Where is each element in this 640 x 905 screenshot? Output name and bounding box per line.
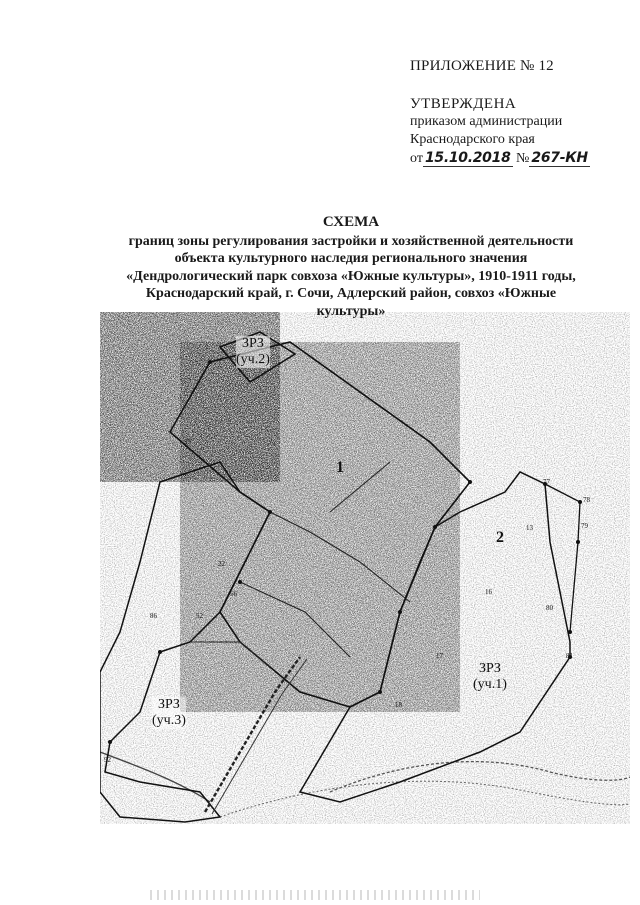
point-label: 79 <box>581 522 588 530</box>
point-label: 16 <box>485 588 492 596</box>
point-label: 13 <box>526 524 533 532</box>
area-number: 2 <box>496 529 504 546</box>
zone-3-sub: (уч.3) <box>152 713 186 728</box>
order-number-prefix: № <box>516 151 530 166</box>
point-label: 92 <box>104 756 111 764</box>
document-title <box>96 214 606 320</box>
point-label: 17 <box>436 652 443 660</box>
point-label: 78 <box>583 496 590 504</box>
title-line-1: границ зоны регулирования застройки и хозяйственной деятельности <box>128 233 574 249</box>
approved-heading: УТВЕРЖДЕНА <box>410 96 517 112</box>
point-label: 37 <box>184 438 191 446</box>
zone-2-name: ЗРЗ <box>241 336 264 351</box>
approval-block <box>410 58 635 168</box>
zone-1-name: ЗРЗ <box>478 661 501 676</box>
approved-by-line-1: приказом администрации <box>410 114 563 129</box>
zone-2-sub: (уч.2) <box>236 352 270 367</box>
zone-label-1 <box>473 661 507 693</box>
title-line-2: объекта культурного наследия регионального значения <box>174 251 528 266</box>
title-main: СХЕМА <box>322 214 380 230</box>
zone-label-3 <box>152 697 186 729</box>
order-date-prefix: от <box>410 151 423 166</box>
order-line <box>410 149 635 168</box>
title-line-5: культуры» <box>316 303 386 319</box>
zone-1-sub: (уч.1) <box>473 677 507 692</box>
point-label: 52 <box>196 612 203 620</box>
order-number: 267-КН <box>531 150 588 166</box>
title-line-4: Краснодарский край, г. Сочи, Адлерский район, совхоз «Южные <box>145 286 557 301</box>
zone-map <box>100 312 630 824</box>
title-line-3: «Дендрологический парк совхоза «Южные культуры», 1910-1911 годы, <box>126 268 576 284</box>
appendix-number: ПРИЛОЖЕНИЕ № 12 <box>410 58 554 74</box>
map-drawing <box>100 312 630 824</box>
point-label: 81 <box>566 652 573 660</box>
point-label: 56 <box>230 590 237 598</box>
point-label: 22 <box>218 560 225 568</box>
point-label: 80 <box>546 604 553 612</box>
zone-3-name: ЗРЗ <box>157 697 180 712</box>
order-date: 15.10.2018 <box>424 150 511 166</box>
area-number: 1 <box>336 459 344 476</box>
zone-label-2 <box>236 336 270 368</box>
point-label: 18 <box>395 701 402 709</box>
approved-by-line-2: Краснодарского края <box>410 132 535 147</box>
point-label: 77 <box>543 478 550 486</box>
point-label: 86 <box>150 612 157 620</box>
scan-noise-footer <box>150 890 480 900</box>
